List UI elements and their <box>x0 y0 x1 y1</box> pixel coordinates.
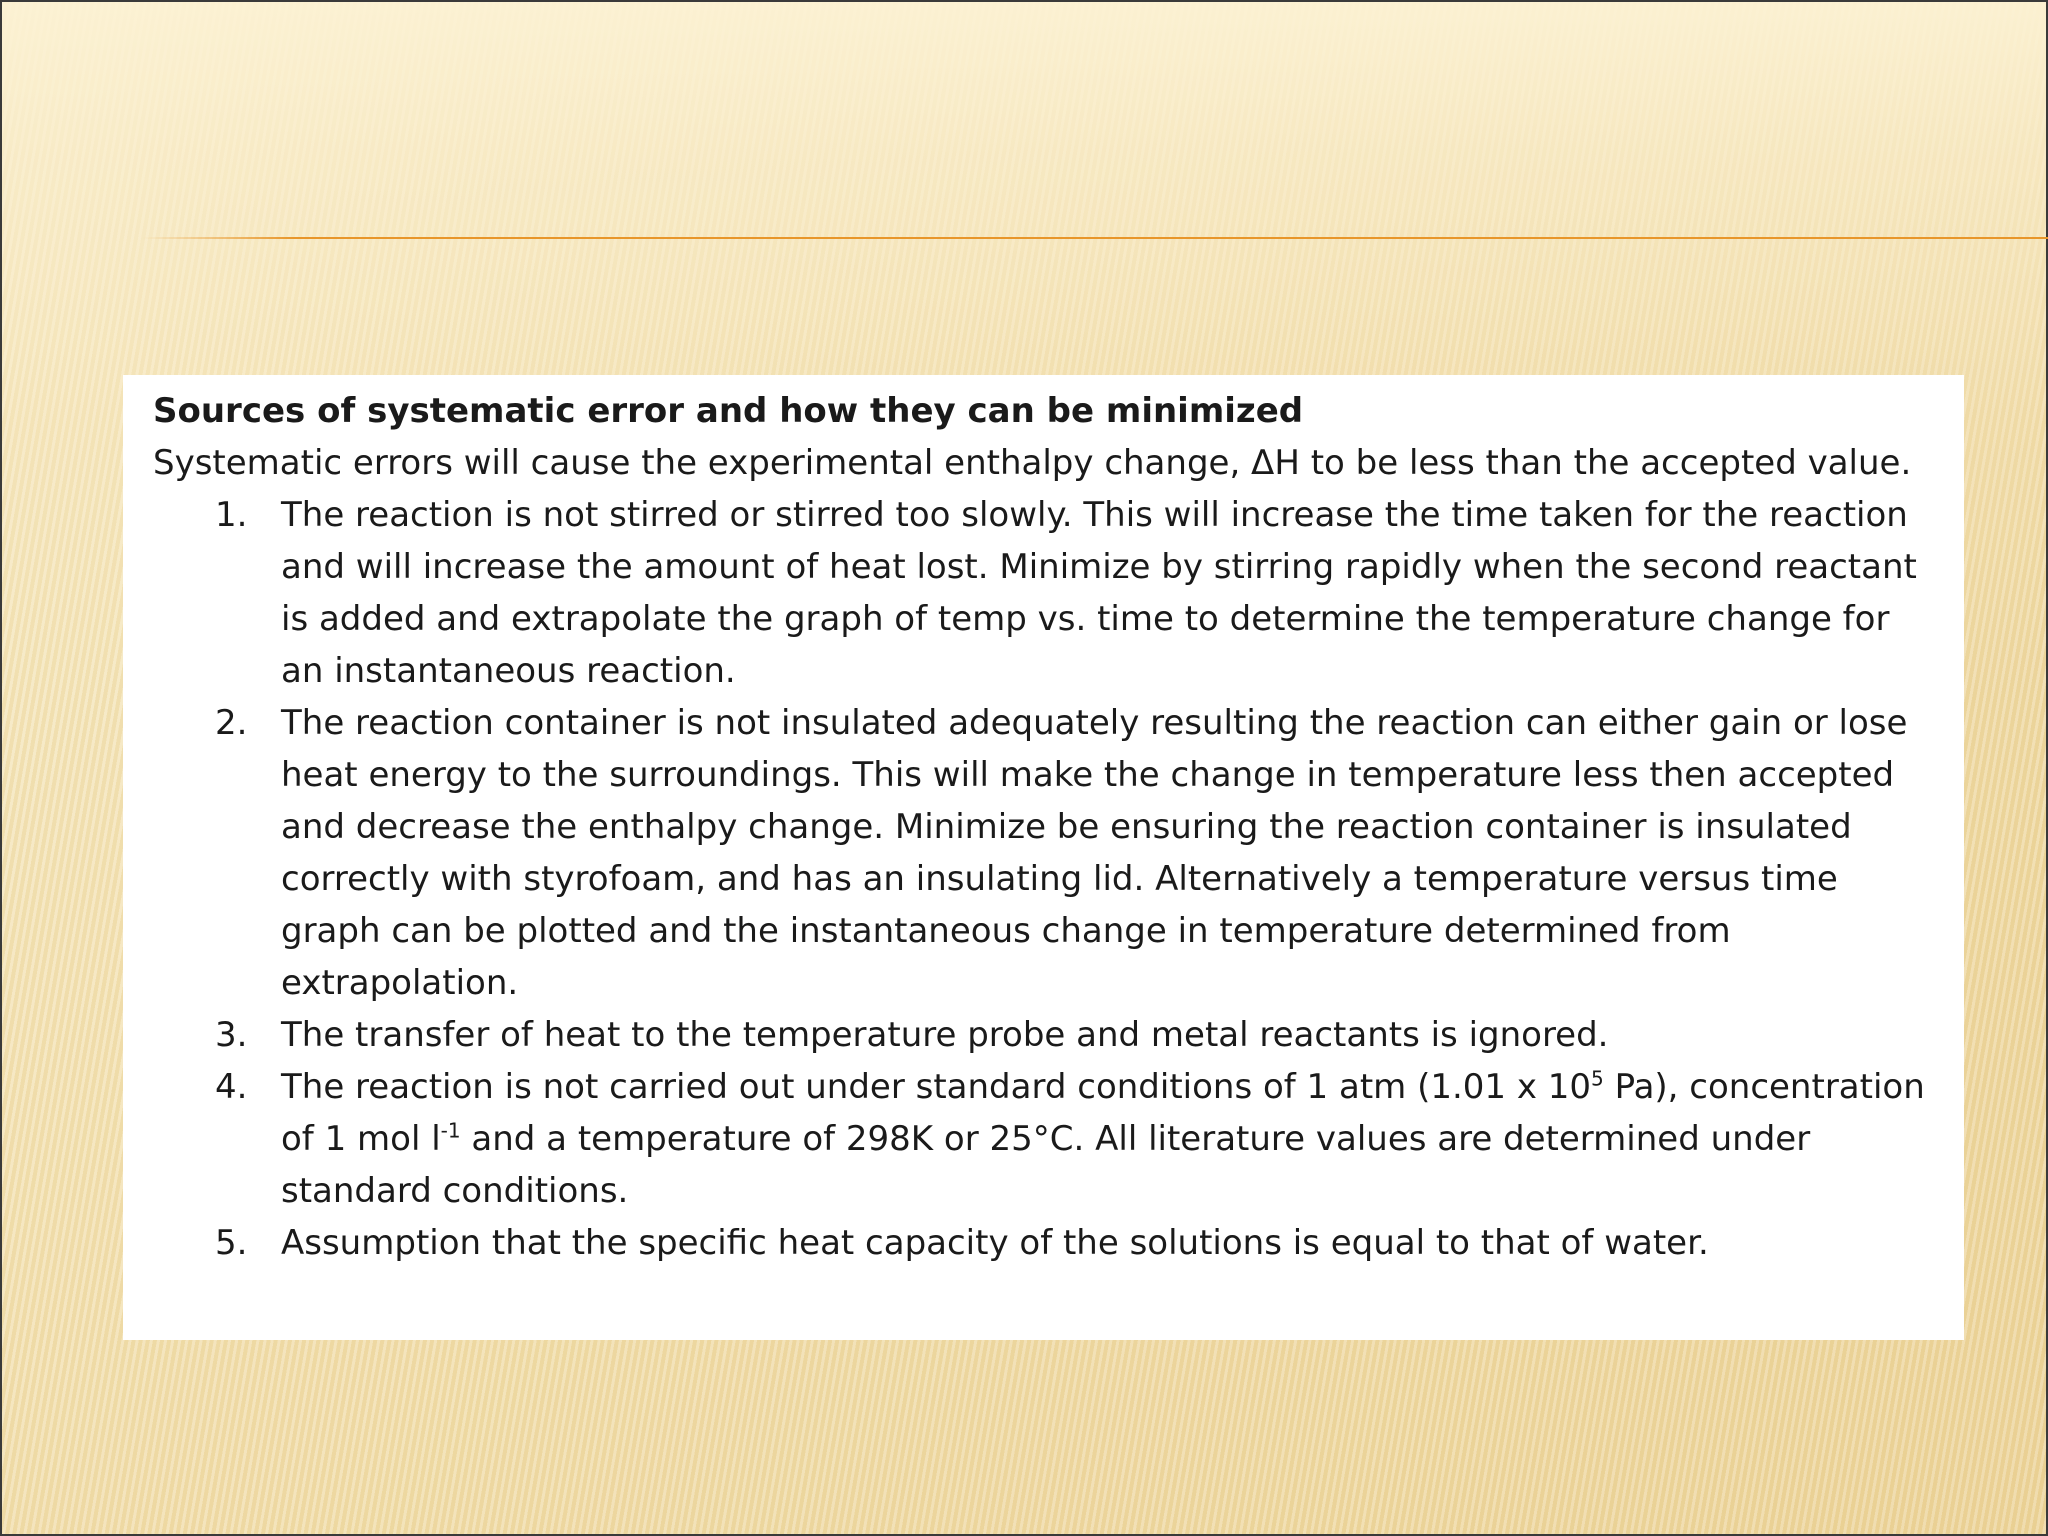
exponent-superscript: 5 <box>1591 1066 1604 1091</box>
exponent-superscript: -1 <box>440 1118 461 1143</box>
list-item-number: 5. <box>215 1223 248 1263</box>
error-sources-list <box>153 489 1934 1269</box>
list-item-text-part: and a temperature of 298K or 25°C. All literature values are determined under standard conditions. <box>281 1119 1811 1211</box>
list-item <box>153 1217 1934 1269</box>
list-item-number: 1. <box>215 495 248 535</box>
content-panel <box>123 375 1964 1340</box>
list-item-number: 4. <box>215 1067 248 1107</box>
list-item-text: Assumption that the specific heat capacity of the solutions is equal to that of water. <box>281 1223 1709 1263</box>
list-item-text: The transfer of heat to the temperature probe and metal reactants is ignored. <box>281 1015 1609 1055</box>
list-item <box>153 697 1934 1009</box>
list-item <box>153 1061 1934 1217</box>
section-heading: Sources of systematic error and how they can be minimized <box>153 391 1304 431</box>
list-item <box>153 1009 1934 1061</box>
list-item-number: 3. <box>215 1015 248 1055</box>
title-divider-line <box>142 237 2048 239</box>
list-item-text-part: Pa), concentration of 1 mol l <box>281 1067 1925 1159</box>
list-item-text: The reaction container is not insulated adequately resulting the reaction can either gain or lose heat energy to the surroundings. This will make the change in temperature less then accepted and decrease the enthalpy change. Minimize be ensuring the reaction container is insulated correctly with styrofoam, and has an insulating lid. Alternatively a temperature versus time graph can be plotted and the instantaneous change in temperature determined from extrapolation. <box>281 703 1908 1003</box>
list-item-text: The reaction is not stirred or stirred too slowly. This will increase the time taken for the reaction and will increase the amount of heat lost. Minimize by stirring rapidly when the second reactant is added and extrapolate the graph of temp vs. time to determine the temperature change for an instantaneous reaction. <box>281 495 1917 691</box>
intro-paragraph: Systematic errors will cause the experimental enthalpy change, ΔH to be less than the accepted value. <box>153 443 1912 483</box>
list-item-number: 2. <box>215 703 248 743</box>
list-item-text-part: The reaction is not carried out under standard conditions of 1 atm (1.01 x 10 <box>281 1067 1592 1107</box>
list-item <box>153 489 1934 697</box>
